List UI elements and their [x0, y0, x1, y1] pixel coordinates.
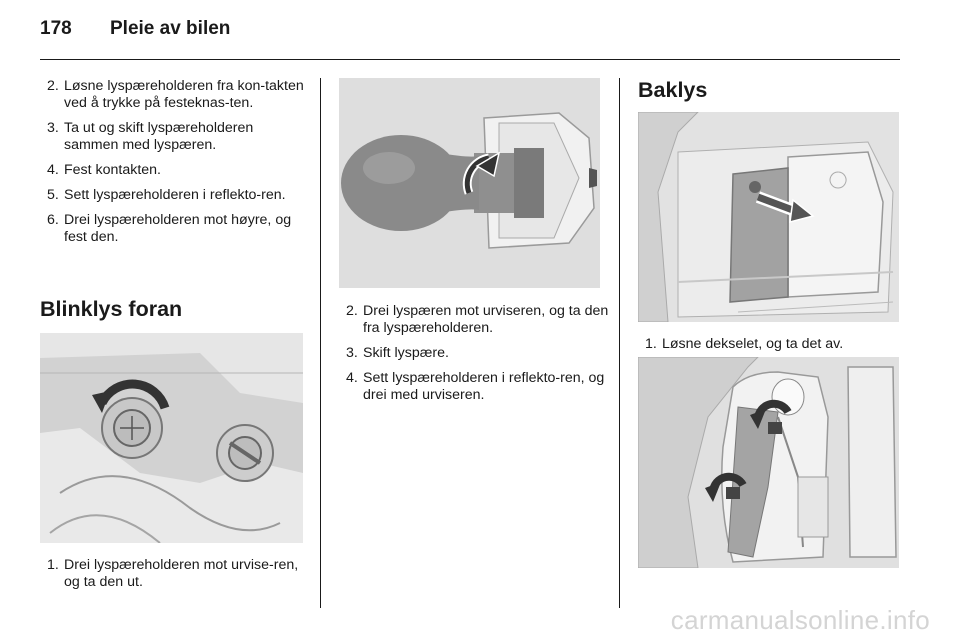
column-divider-1 — [320, 78, 321, 608]
bulb-holder-illustration — [339, 78, 600, 288]
list-item: 4. Fest kontakten. — [47, 162, 161, 178]
section-heading-baklys: Baklys — [638, 78, 708, 102]
list-item: 6. Drei lyspæreholderen mot høyre, og fest den. — [47, 212, 292, 245]
list-item: 5. Sett lyspæreholderen i reflekto-ren. — [47, 187, 286, 203]
section-heading-blinklys: Blinklys foran — [40, 297, 183, 321]
page-number: 178 — [40, 18, 72, 39]
list-item: 1. Løsne dekselet, og ta det av. — [645, 336, 844, 352]
list-item: 1. Drei lyspæreholderen mot urvise-ren, og ta den ut. — [47, 557, 299, 590]
step-list — [638, 336, 908, 353]
column-1-bottom — [40, 557, 310, 599]
step-list — [40, 557, 310, 591]
column-2 — [339, 303, 609, 412]
list-item: 2. Løsne lyspæreholderen fra kon-takten ved å trykke på festeknas-ten. — [47, 78, 304, 111]
figure-trunk-cover — [638, 112, 899, 322]
figure-bulb-holder — [339, 78, 600, 288]
tail-light-holders-illustration — [638, 357, 899, 568]
list-item: 3. Ta ut og skift lyspæreholderen sammen med lyspæren. — [47, 120, 254, 153]
step-list — [339, 303, 609, 404]
watermark: carmanualsonline.info — [670, 605, 930, 635]
column-1 — [40, 78, 310, 254]
page-title: Pleie av bilen — [110, 18, 231, 39]
figure-front-indicator — [40, 333, 303, 543]
trunk-cover-illustration — [638, 112, 899, 322]
column-divider-2 — [619, 78, 620, 608]
list-item: 3. Skift lyspære. — [346, 345, 449, 361]
list-item: 4. Sett lyspæreholderen i reflekto-ren, og drei med urviseren. — [346, 370, 605, 403]
list-item: 2. Drei lyspæren mot urviseren, og ta den fra lyspæreholderen. — [346, 303, 609, 336]
step-list — [40, 78, 310, 246]
header-rule — [40, 59, 900, 60]
front-indicator-illustration — [40, 333, 303, 543]
figure-tail-light-holders — [638, 357, 899, 568]
page-header — [40, 18, 230, 40]
